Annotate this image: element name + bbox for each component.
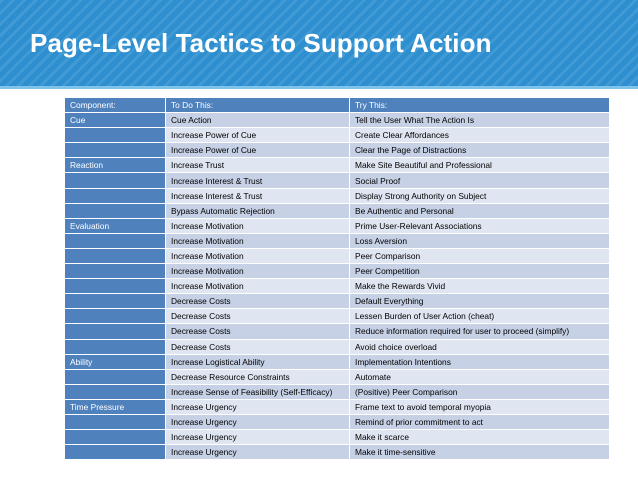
table-row [65,113,610,128]
cell-component [65,128,166,143]
cell-try-this: Frame text to avoid temporal myopia [350,399,610,414]
table-row [65,414,610,429]
cell-to-do-this: Increase Motivation [166,218,350,233]
cell-component [65,324,166,339]
cell-component: Reaction [65,158,166,173]
cell-try-this: Tell the User What The Action Is [350,113,610,128]
table-row [65,399,610,414]
header-component: Component: [65,98,166,113]
cell-component: Cue [65,113,166,128]
cell-try-this: Loss Aversion [350,233,610,248]
cell-component: Evaluation [65,218,166,233]
cell-component [65,430,166,445]
table-row [65,384,610,399]
cell-to-do-this: Decrease Costs [166,309,350,324]
cell-component [65,369,166,384]
cell-to-do-this: Increase Trust [166,158,350,173]
cell-component [65,414,166,429]
cell-to-do-this: Decrease Costs [166,294,350,309]
table-row [65,218,610,233]
table-row [65,128,610,143]
cell-to-do-this: Cue Action [166,113,350,128]
cell-to-do-this: Increase Sense of Feasibility (Self-Efficacy) [166,384,350,399]
table-body [65,113,610,460]
cell-try-this: Social Proof [350,173,610,188]
cell-try-this: Make it scarce [350,430,610,445]
cell-to-do-this: Increase Urgency [166,445,350,460]
cell-try-this: Peer Competition [350,264,610,279]
cell-try-this: Avoid choice overload [350,339,610,354]
cell-to-do-this: Increase Motivation [166,279,350,294]
table-row [65,173,610,188]
cell-component [65,339,166,354]
header-try-this: Try This: [350,98,610,113]
cell-to-do-this: Decrease Costs [166,339,350,354]
cell-component [65,384,166,399]
table-row [65,158,610,173]
cell-try-this: Display Strong Authority on Subject [350,188,610,203]
table-row [65,309,610,324]
cell-component: Time Pressure [65,399,166,414]
cell-to-do-this: Increase Interest & Trust [166,173,350,188]
header-to-do-this: To Do This: [166,98,350,113]
cell-to-do-this: Increase Motivation [166,248,350,263]
slide-title: Page-Level Tactics to Support Action [30,28,492,58]
cell-try-this: Clear the Page of Distractions [350,143,610,158]
table-row [65,188,610,203]
cell-try-this: Remind of prior commitment to act [350,414,610,429]
cell-try-this: Implementation Intentions [350,354,610,369]
table-row [65,294,610,309]
cell-try-this: Make it time-sensitive [350,445,610,460]
cell-try-this: Prime User-Relevant Associations [350,218,610,233]
cell-component [65,188,166,203]
cell-component [65,445,166,460]
table-header-row [65,98,610,113]
cell-to-do-this: Decrease Costs [166,324,350,339]
title-banner [0,0,638,86]
table-row [65,233,610,248]
cell-try-this: Create Clear Affordances [350,128,610,143]
cell-to-do-this: Increase Interest & Trust [166,188,350,203]
cell-component: Ability [65,354,166,369]
cell-to-do-this: Increase Motivation [166,233,350,248]
table-row [65,369,610,384]
cell-try-this: Reduce information required for user to proceed (simplify) [350,324,610,339]
cell-to-do-this: Increase Urgency [166,430,350,445]
cell-to-do-this: Decrease Resource Constraints [166,369,350,384]
cell-to-do-this: Increase Urgency [166,399,350,414]
cell-to-do-this: Increase Logistical Ability [166,354,350,369]
cell-try-this: Make the Rewards Vivid [350,279,610,294]
table-row [65,248,610,263]
cell-component [65,309,166,324]
cell-component [65,294,166,309]
cell-component [65,173,166,188]
cell-try-this: Automate [350,369,610,384]
cell-component [65,248,166,263]
cell-component [65,279,166,294]
cell-component [65,143,166,158]
cell-to-do-this: Increase Power of Cue [166,143,350,158]
cell-try-this: (Positive) Peer Comparison [350,384,610,399]
table-row [65,339,610,354]
cell-try-this: Make Site Beautiful and Professional [350,158,610,173]
banner-divider [0,86,638,89]
table-row [65,203,610,218]
cell-to-do-this: Bypass Automatic Rejection [166,203,350,218]
table-row [65,430,610,445]
tactics-table [64,97,610,460]
cell-try-this: Lessen Burden of User Action (cheat) [350,309,610,324]
cell-component [65,264,166,279]
table-row [65,324,610,339]
table-row [65,354,610,369]
table-row [65,445,610,460]
cell-try-this: Be Authentic and Personal [350,203,610,218]
table-row [65,264,610,279]
cell-to-do-this: Increase Motivation [166,264,350,279]
table-row [65,279,610,294]
cell-to-do-this: Increase Power of Cue [166,128,350,143]
cell-component [65,233,166,248]
cell-try-this: Peer Comparison [350,248,610,263]
cell-component [65,203,166,218]
cell-to-do-this: Increase Urgency [166,414,350,429]
table-row [65,143,610,158]
cell-try-this: Default Everything [350,294,610,309]
